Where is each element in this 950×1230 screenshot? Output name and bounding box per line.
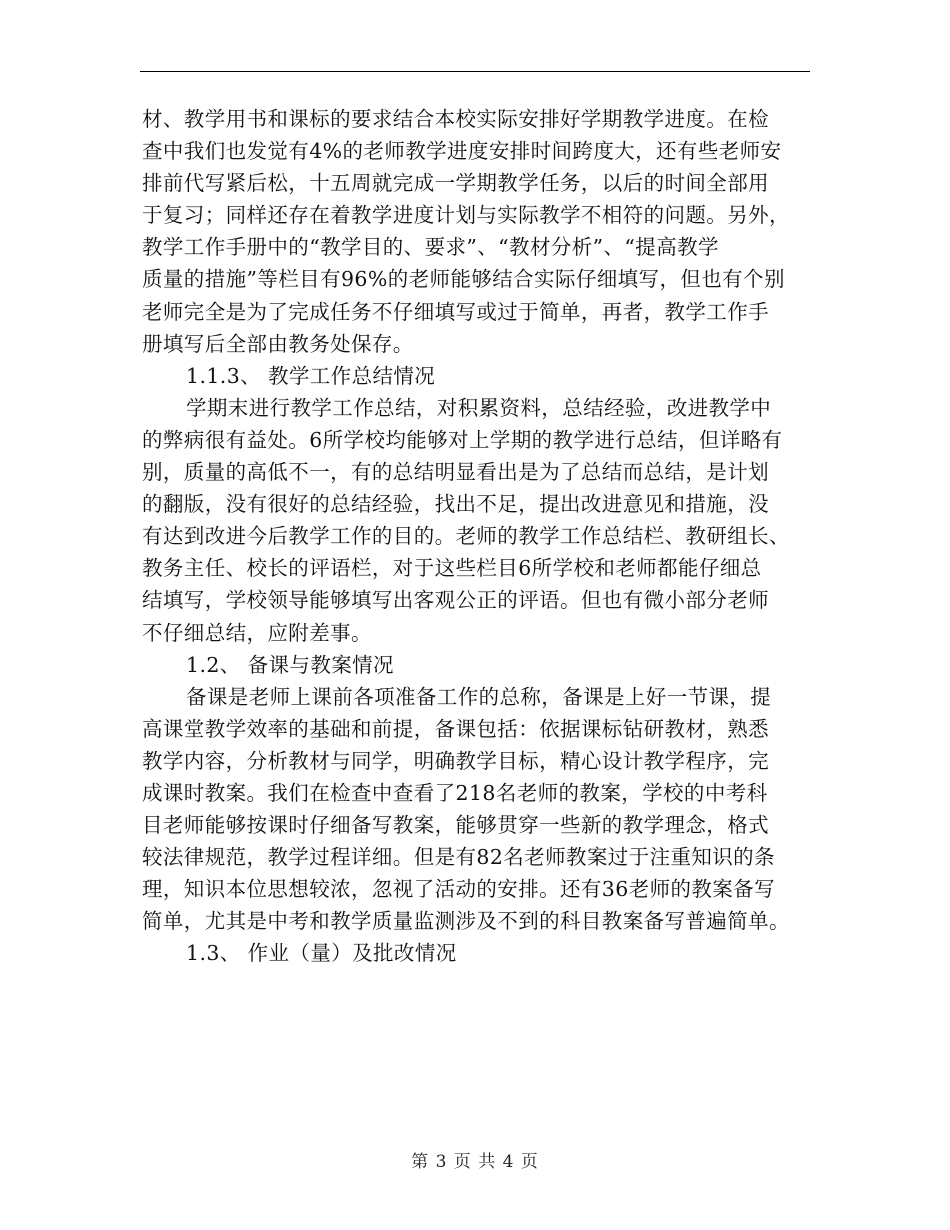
text-line: 较法律规范，教学过程详细。但是有82名老师教案过于注重知识的条 [142, 845, 775, 870]
text-line: 简单，尤其是中考和教学质量监测涉及不到的科目教案备写普遍简单。 [142, 909, 790, 934]
paragraph-lesson-prep [142, 681, 810, 938]
text-line: 别，质量的高低不一，有的总结明显看出是为了总结而总结，是计划 [142, 460, 769, 485]
text-line: 教务主任、校长的评语栏，对于这些栏目6所学校和老师都能仔细总 [142, 556, 762, 581]
text-line: 成课时教案。我们在检查中查看了218名老师的教案，学校的中考科 [142, 780, 768, 805]
header-rule [140, 71, 810, 72]
text-line: 结填写，学校领导能够填写出客观公正的评语。但也有微小部分老师 [142, 588, 769, 613]
text-line: 材、教学用书和课标的要求结合本校实际安排好学期教学进度。在检 [142, 107, 769, 131]
text-line: 备课是老师上课前各项准备工作的总称，备课是上好一节课，提 [186, 684, 772, 709]
section-heading-1-1-3: 1.1.3、 教学工作总结情况 [186, 363, 436, 388]
page-footer: 第 3 页 共 4 页 [411, 1152, 539, 1172]
text-line: 教学内容，分析教材与同学，明确教学目标，精心设计教学程序，完 [142, 748, 769, 773]
document-body [142, 103, 810, 970]
text-line: 目老师能够按课时仔细备写教案，能够贯穿一些新的教学理念，格式 [142, 813, 769, 838]
text-line: 教学工作手册中的“教学目的、要求”、“教材分析”、“提高教学 [142, 235, 719, 260]
text-line: 不仔细总结，应附差事。 [142, 620, 372, 645]
text-line: 老师完全是为了完成任务不仔细填写或过于简单，再者，教学工作手 [142, 299, 769, 324]
text-line: 有达到改进今后教学工作的目的。老师的教学工作总结栏、教研组长、 [142, 524, 790, 549]
text-line: 理，知识本位思想较浓，忽视了活动的安排。还有36老师的教案备写 [142, 877, 775, 902]
text-line: 学期末进行教学工作总结，对积累资料，总结经验，改进教学中 [186, 395, 772, 420]
text-line: 于复习；同样还存在着教学进度计划与实际教学不相符的问题。另外， [142, 203, 790, 228]
text-line: 的弊病很有益处。6所学校均能够对上学期的教学进行总结，但详略有 [142, 427, 783, 452]
paragraph-summary [142, 392, 810, 649]
text-line: 高课堂教学效率的基础和前提，备课包括：依据课标钻研教材，熟悉 [142, 716, 769, 741]
section-heading-1-2: 1.2、 备课与教案情况 [186, 652, 394, 677]
paragraph-continuation [142, 103, 810, 360]
text-line: 质量的措施”等栏目有96%的老师能够结合实际仔细填写，但也有个别 [142, 267, 785, 292]
text-line: 排前代写紧后松，十五周就完成一学期教学任务，以后的时间全部用 [142, 171, 769, 196]
text-line: 册填写后全部由教务处保存。 [142, 331, 414, 356]
text-line: 查中我们也发觉有4%的老师教学进度安排时间跨度大，还有些老师安 [142, 139, 782, 164]
text-line: 的翻版，没有很好的总结经验，找出不足，提出改进意见和措施，没 [142, 492, 769, 517]
section-heading-1-3: 1.3、 作业（量）及批改情况 [186, 941, 457, 966]
